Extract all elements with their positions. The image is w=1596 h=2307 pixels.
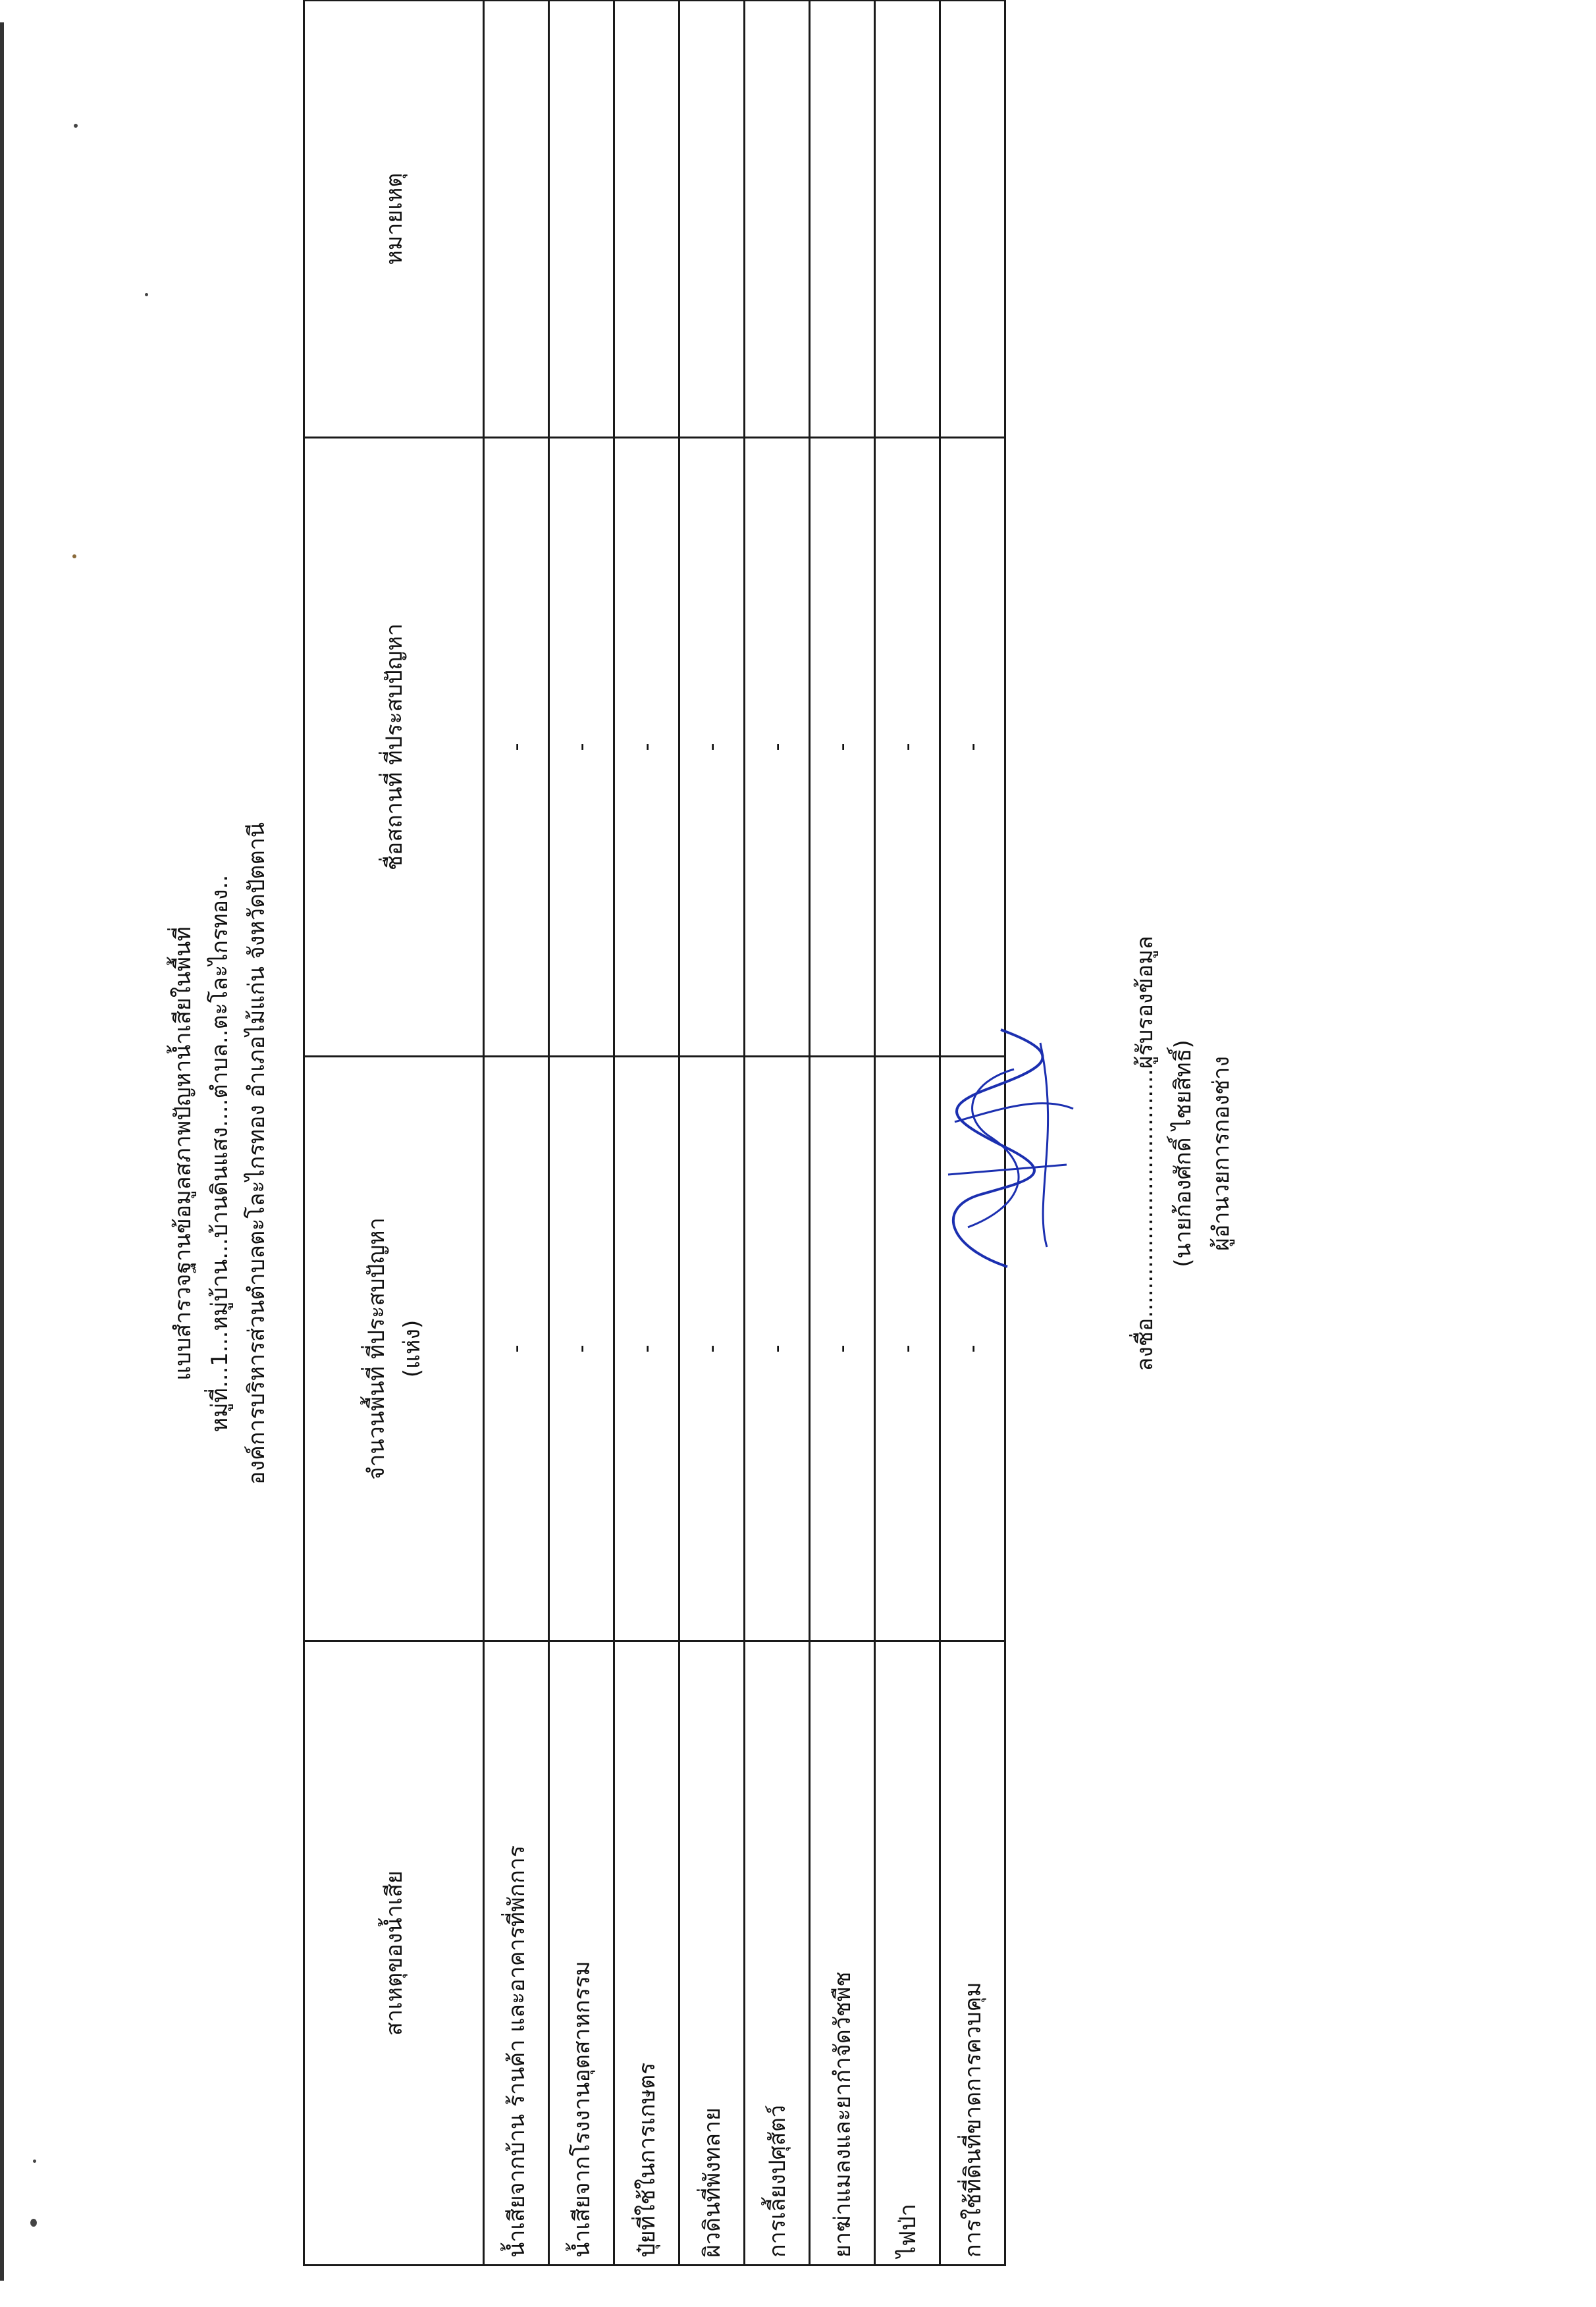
scan-speck: [72, 554, 76, 558]
place-cell: -: [679, 438, 745, 1057]
table-row: [614, 1, 679, 2266]
place-cell: -: [875, 438, 940, 1057]
table-row: [484, 1, 549, 2266]
wastewater-survey-table: [303, 0, 1006, 2266]
count-cell: -: [875, 1057, 940, 1641]
scan-speck: [74, 124, 78, 128]
place-cell: -: [745, 438, 810, 1057]
count-cell: -: [745, 1057, 810, 1641]
document-subtitle-organization: องค์การบริหารส่วนตำบลตะโละไกรทอง อำเภอไม้แก่น จังหวัดปัตตานี: [244, 822, 270, 1485]
document-title-block: [165, 0, 275, 2307]
cause-cell: น้ำเสียจากบ้าน ร้านค้า และอาคารที่พักการ: [484, 1641, 549, 2266]
table-header-row: [304, 1, 484, 2266]
place-cell: -: [484, 438, 549, 1057]
signer-position: ผู้อำนวยการกองช่าง: [1208, 1056, 1235, 1252]
document-subtitle-village: หมู่ที่...1...หมู่บ้าน...บ้านดินแสง....ตำบล..ตะโละไกรทอง..: [207, 874, 233, 1433]
note-cell: [484, 1, 549, 438]
note-cell: [745, 1, 810, 438]
scan-speck: [145, 293, 148, 296]
note-cell: [679, 1, 745, 438]
header-count: จำนวนพื้นที่ ที่ประสบปัญหา (แห่ง): [304, 1057, 484, 1641]
header-note: หมายเหตุ: [304, 1, 484, 438]
count-cell: -: [614, 1057, 679, 1641]
note-cell: [940, 1, 1005, 438]
count-cell: -: [484, 1057, 549, 1641]
signature-block: [1126, 0, 1240, 2307]
header-place: ชื่อสถานที่ ที่ประสบปัญหา: [304, 438, 484, 1057]
cause-cell: ปุ๋ยที่ใช้ในการเกษตร: [614, 1641, 679, 2266]
place-cell: -: [614, 438, 679, 1057]
signer-name: (นายก้องศักดิ์ ไชยสิทธิ์): [1170, 1040, 1196, 1267]
count-cell: -: [549, 1057, 614, 1641]
note-cell: [549, 1, 614, 438]
document-title: แบบสำรวจฐานข้อมูลสภาพปัญหาน้ำเสียในพื้นที่: [170, 926, 196, 1381]
cause-cell: การเลี้ยงปศุสัตว์: [745, 1641, 810, 2266]
note-cell: [810, 1, 875, 438]
place-cell: -: [940, 438, 1005, 1057]
count-cell: -: [810, 1057, 875, 1641]
page-edge-rule: [0, 22, 4, 2281]
count-cell: -: [679, 1057, 745, 1641]
count-cell: -: [940, 1057, 1005, 1641]
cause-cell: ยาฆ่าแมลงและยากำจัดวัชพืช: [810, 1641, 875, 2266]
header-cause: สาเหตุของน้ำเสีย: [304, 1641, 484, 2266]
cause-cell: ผิวดินที่พังทลาย: [679, 1641, 745, 2266]
signature-line: ลงชื่อ...................................ผู้รับรองข้อมูล: [1132, 936, 1158, 1371]
note-cell: [614, 1, 679, 438]
table-row: [679, 1, 745, 2266]
place-cell: -: [549, 438, 614, 1057]
table-row: [810, 1, 875, 2266]
table-row: [745, 1, 810, 2266]
cause-cell: ไฟป่า: [875, 1641, 940, 2266]
scan-speck: [33, 2160, 36, 2163]
table-row: [549, 1, 614, 2266]
note-cell: [875, 1, 940, 438]
handwritten-signature: [909, 990, 1106, 1306]
cause-cell: น้ำเสียจากโรงงานอุตสาหกรรม: [549, 1641, 614, 2266]
cause-cell: การใช้ที่ดินที่ขาดการควบคุม: [940, 1641, 1005, 2266]
scan-speck: [30, 2219, 37, 2227]
place-cell: -: [810, 438, 875, 1057]
